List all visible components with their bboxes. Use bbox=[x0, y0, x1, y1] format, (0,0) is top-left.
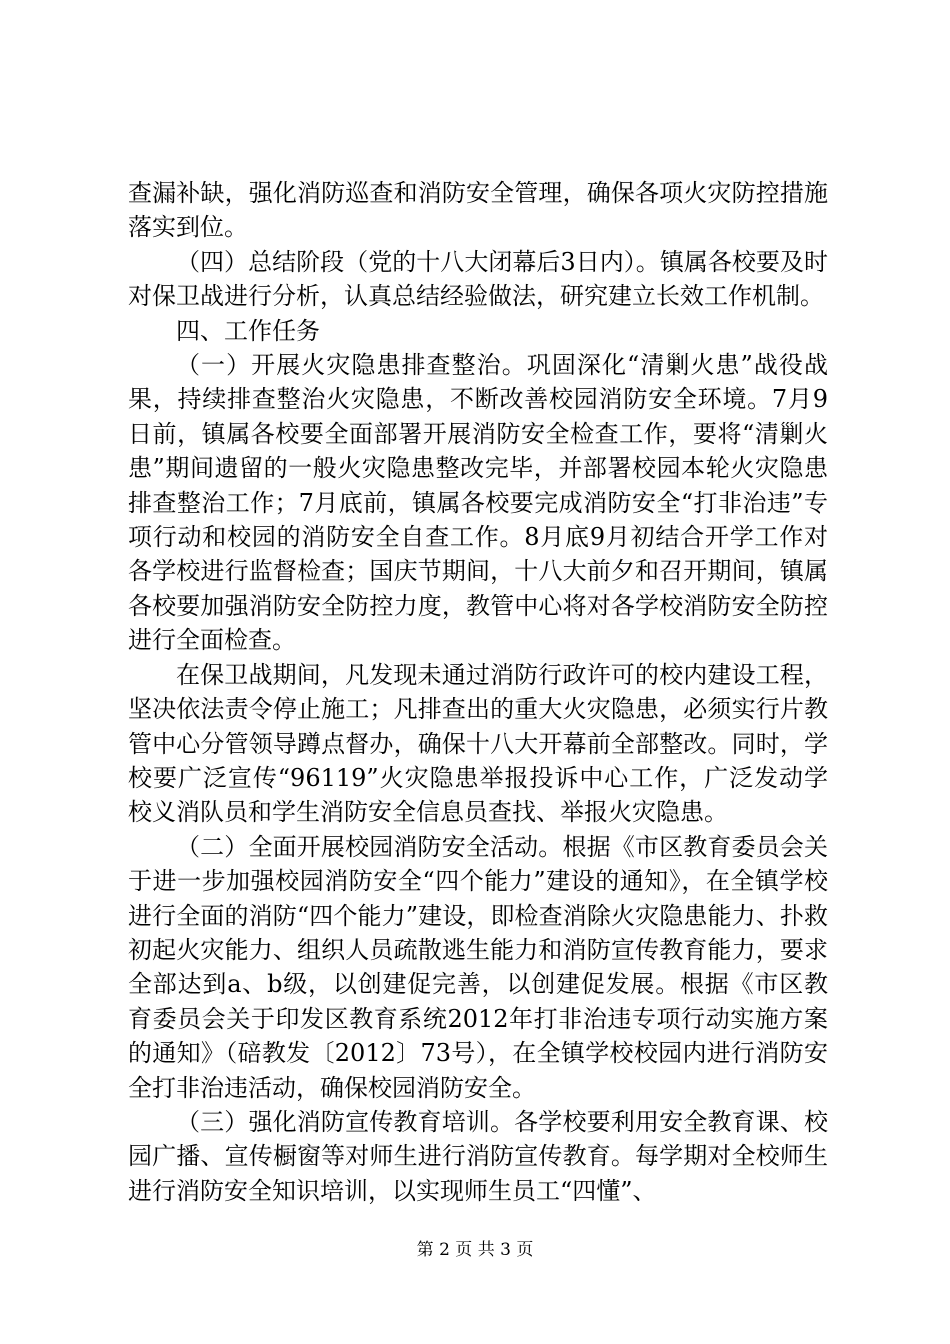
section-heading-work-tasks: 四、工作任务 bbox=[176, 316, 320, 345]
document-body bbox=[128, 176, 828, 1208]
paragraph-defense-period: 在保卫战期间，凡发现未通过消防行政许可的校内建设工程，坚决依法责令停止施工；凡排查出的重大火灾隐患，必须实行片教管中心分管领导蹲点督办，确保十八大开幕前全部整改。同时，学校要广泛宣传“96119”火灾隐患举报投诉中心工作，广泛发动学校义消队员和学生消防安全信息员查找、举报火灾隐患。 bbox=[128, 660, 828, 827]
paragraph-hazard-inspection: （一）开展火灾隐患排查整治。巩固深化“清剿火患”战役战果，持续排查整治火灾隐患，不断改善校园消防安全环境。7月9日前，镇属各校要全面部署开展消防安全检查工作，要将“清剿火患”期间遗留的一般火灾隐患整改完毕，并部署校园本轮火灾隐患排查整治工作；7月底前，镇属各校要完成消防安全“打非治违”专项行动和校园的消防安全自查工作。8月底9月初结合开学工作对各学校进行监督检查；国庆节期间，十八大前夕和召开期间，镇属各校要加强消防安全防控力度，教管中心将对各学校消防安全防控进行全面检查。 bbox=[128, 351, 828, 655]
paragraph-education-training: （三）强化消防宣传教育培训。各学校要利用安全教育课、校园广播、宣传橱窗等对师生进行消防宣传教育。每学期对全校师生进行消防安全知识培训，以实现师生员工“四懂”、 bbox=[128, 1107, 828, 1205]
paragraph-summary-stage: （四）总结阶段（党的十八大闭幕后3日内）。镇属各校要及时对保卫战进行分析，认真总结经验做法，研究建立长效工作机制。 bbox=[128, 247, 828, 311]
paragraph-campus-activities: （二）全面开展校园消防安全活动。根据《市区教育委员会关于进一步加强校园消防安全“四个能力”建设的通知》，在全镇学校进行全面的消防“四个能力”建设，即检查消除火灾隐患能力、扑救初起火灾能力、组织人员疏散逃生能力和消防宣传教育能力，要求全部达到a、b级，以创建促完善，以创建促发展。根据《市区教育委员会关于印发区教育系统2012年打非治违专项行动实施方案的通知》（碚教发〔2012〕73号），在全镇学校校园内进行消防安全打非治违活动，确保校园消防安全。 bbox=[128, 832, 828, 1102]
page-number-footer: 第 2 页 共 3 页 bbox=[416, 1240, 534, 1260]
paragraph-continuation: 查漏补缺，强化消防巡查和消防安全管理，确保各项火灾防控措施落实到位。 bbox=[128, 179, 828, 242]
